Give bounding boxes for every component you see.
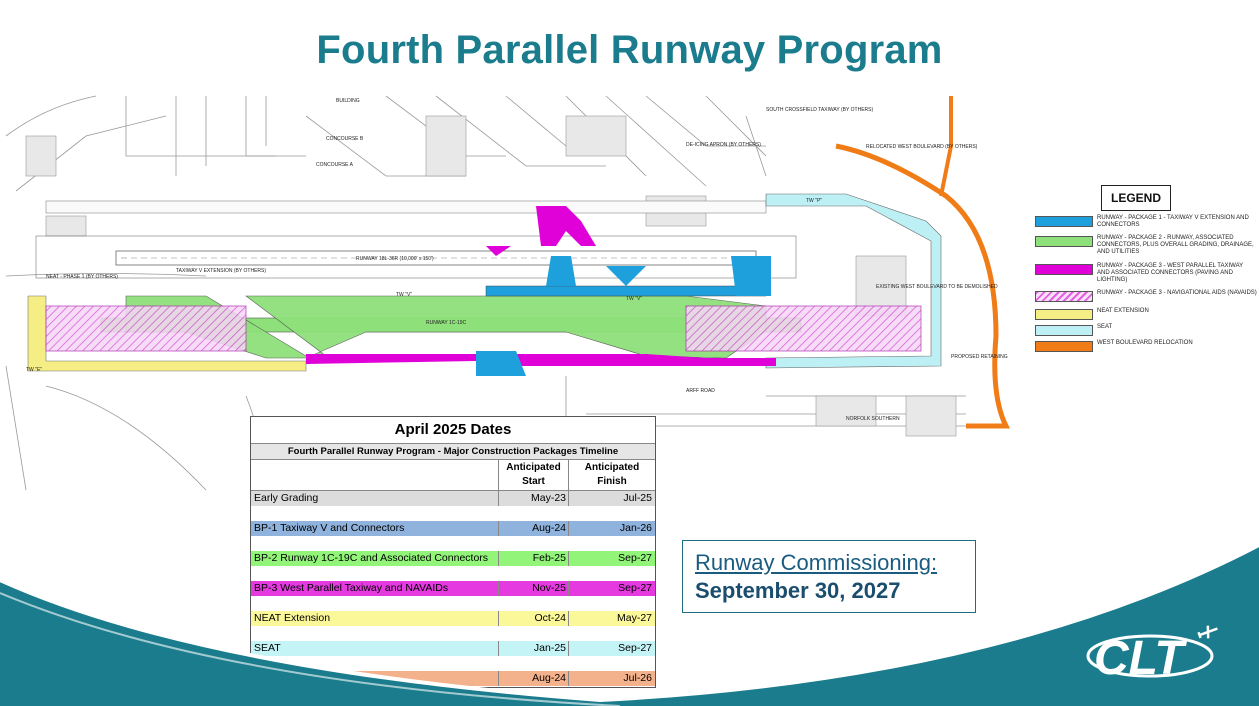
legend-swatch <box>1035 341 1093 352</box>
map-label-tw-e: TW "E" <box>26 367 43 373</box>
start-date: Aug-24 <box>498 521 566 536</box>
clt-logo <box>1080 622 1230 684</box>
package-name: SEAT <box>254 642 281 654</box>
commissioning-date: September 30, 2027 <box>695 578 901 603</box>
legend-label: WEST BOULEVARD RELOCATION <box>1097 340 1193 346</box>
start-date: Jan-25 <box>498 641 566 656</box>
legend-swatch <box>1035 291 1093 302</box>
col-finish-header: Anticipated Finish <box>568 460 655 490</box>
table-header <box>251 460 655 491</box>
legend-label: RUNWAY - PACKAGE 2 - RUNWAY, ASSOCIATED CONNECTORS, PLUS OVERALL GRADING, DRAINAGE, AND UTILITIES <box>1097 235 1254 255</box>
map-label-runway-18l: RUNWAY 18L-36R (10,000' x 150') <box>356 256 434 262</box>
legend-swatch <box>1035 325 1093 336</box>
map-label-norfolk-southern: NORFOLK SOUTHERN <box>846 416 900 422</box>
finish-date: Sep-27 <box>568 551 652 566</box>
finish-date: Jan-26 <box>568 521 652 536</box>
slide-title: Fourth Parallel Runway Program <box>316 28 943 72</box>
map-label-tw-p: TW "P" <box>806 198 823 204</box>
start-date: Nov-25 <box>498 581 566 596</box>
airplane-icon <box>1197 623 1220 641</box>
legend-swatch <box>1035 216 1093 227</box>
legend-swatch <box>1035 236 1093 247</box>
logo-text: CLT <box>1094 632 1184 685</box>
map-label-tw-v-ext: TAXIWAY V EXTENSION (BY OTHERS) <box>176 268 267 274</box>
package-name: BP-3 West Parallel Taxiway and NAVAIDs <box>254 582 449 594</box>
legend-label: SEAT <box>1097 324 1113 330</box>
legend-label: RUNWAY - PACKAGE 3 - NAVIGATIONAL AIDS (NAVAIDS) <box>1097 290 1257 296</box>
package-name: BP-2 Runway 1C-19C and Associated Connectors <box>254 552 489 564</box>
table-spacer <box>251 506 655 521</box>
finish-date: Jul-26 <box>568 671 652 686</box>
map-label-building: BUILDING <box>336 98 360 104</box>
package-name: Early Grading <box>254 492 319 504</box>
table-row <box>251 491 655 506</box>
map-label-concourse-a: CONCOURSE A <box>316 162 353 168</box>
commissioning-label: Runway Commissioning: <box>695 550 938 575</box>
map-label-arff-road: ARFF ROAD <box>686 388 715 394</box>
legend-swatch <box>1035 264 1093 275</box>
legend-label: NEAT EXTENSION <box>1097 308 1149 314</box>
start-date: Oct-24 <box>498 611 566 626</box>
table-subtitle: Fourth Parallel Runway Program - Major Construction Packages Timeline <box>251 444 655 460</box>
map-label-neat-phase1: NEAT - PHASE 1 (BY OTHERS) <box>46 274 118 280</box>
map-label-proposed-retaining: PROPOSED RETAINING <box>951 354 1008 360</box>
map-label-deicing: DE-ICING APRON (BY OTHERS) <box>686 142 761 148</box>
start-date: Aug-24 <box>498 671 566 686</box>
package-name: BP-1 Taxiway V and Connectors <box>254 522 405 534</box>
legend-title: LEGEND <box>1101 185 1171 211</box>
legend-label: RUNWAY - PACKAGE 1 - TAXIWAY V EXTENSION AND CONNECTORS <box>1097 215 1249 228</box>
map-label-runway-1c: RUNWAY 1C-19C <box>426 320 467 326</box>
finish-date: Sep-27 <box>568 581 652 596</box>
map-label-concourse-b: CONCOURSE B <box>326 136 364 142</box>
map-label-existing-west-blvd: EXISTING WEST BOULEVARD TO BE DEMOLISHED <box>876 284 998 290</box>
package-name: NEAT Extension <box>254 612 331 624</box>
table-title: April 2025 Dates <box>251 417 655 444</box>
legend-swatch <box>1035 309 1093 320</box>
finish-date: Jul-25 <box>568 491 652 506</box>
finish-date: May-27 <box>568 611 652 626</box>
map-label-tw-v-2: TW "V" <box>626 296 643 302</box>
col-start-header: Anticipated Start <box>498 460 568 490</box>
start-date: May-23 <box>498 491 566 506</box>
map-label-tw-v: TW "V" <box>396 292 413 298</box>
map-label-south-crossfield: SOUTH CROSSFIELD TAXIWAY (BY OTHERS) <box>766 107 874 113</box>
map-label-relocated-west-blvd: RELOCATED WEST BOULEVARD (BY OTHERS) <box>866 144 978 150</box>
legend-label: RUNWAY - PACKAGE 3 - WEST PARALLEL TAXIWAY AND ASSOCIATED CONNECTORS (PAVING AND LIGHTING) <box>1097 263 1244 283</box>
finish-date: Sep-27 <box>568 641 652 656</box>
footer-swoosh <box>0 520 1259 706</box>
start-date: Feb-25 <box>498 551 566 566</box>
